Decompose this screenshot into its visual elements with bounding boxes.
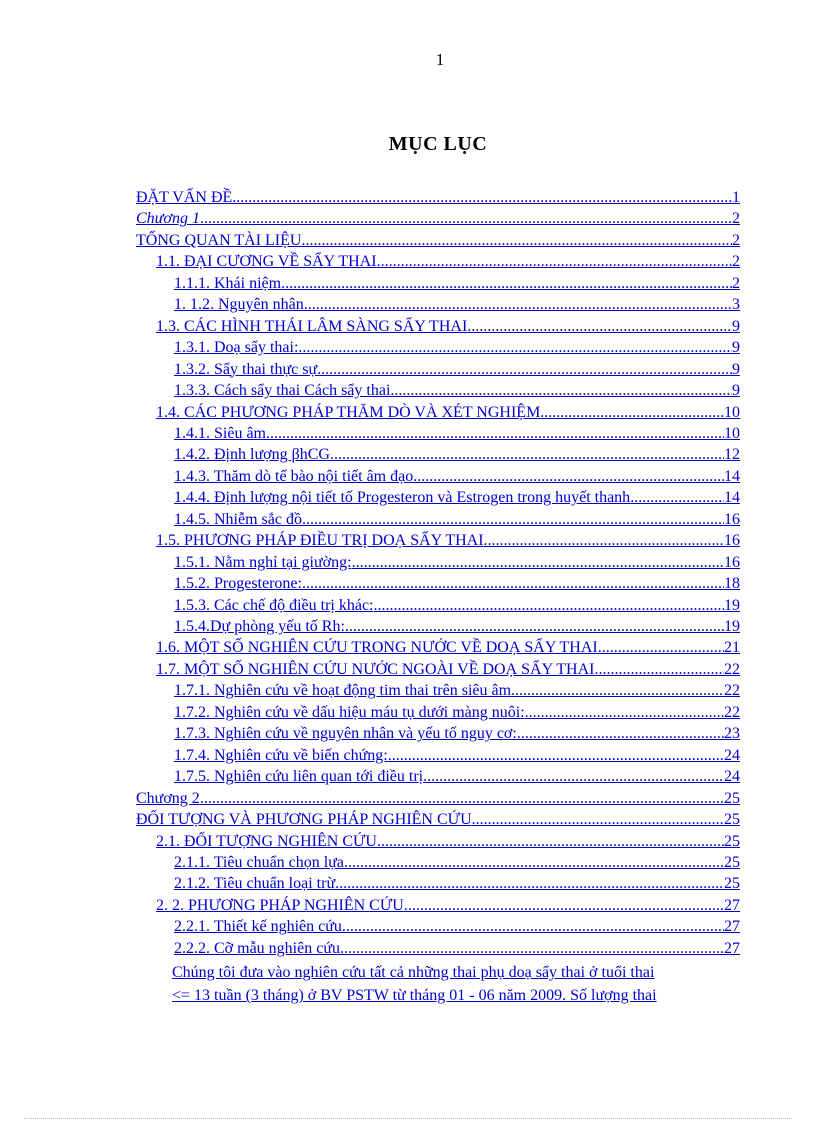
toc-page-number: 22 bbox=[724, 660, 740, 678]
toc-entry[interactable] bbox=[156, 401, 740, 423]
toc-dot-leader bbox=[302, 574, 724, 594]
toc-entry-text: ĐẶT VẤN ĐỀ bbox=[136, 189, 233, 206]
toc-page-number: 2 bbox=[732, 210, 740, 228]
toc-page-number: 3 bbox=[732, 296, 740, 314]
toc-entry-text: 1.3.3. Cách sẩy thai Cách sẩy thai bbox=[174, 382, 391, 400]
toc-entry-text: 1.4. CÁC PHƯƠNG PHÁP THĂM DÒ VÀ XÉT NGHIỆM bbox=[156, 403, 541, 421]
toc-entry[interactable] bbox=[174, 422, 740, 444]
toc-dot-leader bbox=[344, 853, 724, 873]
toc-page-number: 25 bbox=[724, 832, 740, 850]
toc-dot-leader bbox=[340, 939, 724, 959]
toc-entry-text: 1.1.1. Khái niệm bbox=[174, 274, 282, 292]
toc-entry-text: 1.4.1. Siêu âm bbox=[174, 424, 266, 442]
toc-entry[interactable] bbox=[156, 894, 740, 916]
page-title: MỤC LỤC bbox=[388, 133, 488, 155]
toc-entry[interactable] bbox=[174, 594, 740, 616]
toc-entry[interactable] bbox=[174, 701, 740, 723]
toc-dot-leader bbox=[298, 338, 732, 358]
toc-dot-leader bbox=[377, 832, 724, 852]
toc-entry-text: 2.2.2. Cỡ mẫu nghiên cứu bbox=[174, 939, 340, 957]
toc-entry[interactable] bbox=[174, 336, 740, 358]
toc-page-number: 27 bbox=[724, 939, 740, 957]
toc-entry-text: 1.7.4. Nghiên cứu về biến chứng: bbox=[174, 746, 388, 764]
toc-entry[interactable] bbox=[174, 293, 740, 315]
toc-page-number: 18 bbox=[724, 575, 740, 593]
toc-entry[interactable] bbox=[136, 787, 740, 809]
toc-entry[interactable] bbox=[174, 358, 740, 380]
toc-dot-leader bbox=[266, 424, 724, 444]
toc-dot-leader bbox=[330, 445, 724, 465]
toc-dot-leader bbox=[335, 874, 724, 894]
toc-dot-leader bbox=[200, 789, 724, 809]
toc-entry-text: 1.4.5. Nhiễm sắc đồ bbox=[174, 510, 302, 528]
paragraph-line-2[interactable]: <= 13 tuần (3 tháng) ở BV PSTW từ tháng 01 - 06 năm 2009. Số lượng thai bbox=[172, 987, 657, 1004]
toc-entry-text: 1.4.4. Định lượng nội tiết tố Progesteron và Estrogen trong huyết thanh bbox=[174, 489, 631, 507]
toc-dot-leader bbox=[423, 767, 724, 787]
toc-entry[interactable] bbox=[174, 722, 740, 744]
toc-entry[interactable] bbox=[156, 250, 740, 272]
toc-page-number: 16 bbox=[724, 532, 740, 550]
toc-entry[interactable] bbox=[156, 315, 740, 337]
toc-entry[interactable] bbox=[174, 443, 740, 465]
toc-dot-leader bbox=[377, 252, 732, 272]
toc-entry-text: 2.2.1. Thiết kế nghiên cứu bbox=[174, 918, 342, 936]
toc-page-number: 24 bbox=[724, 746, 740, 764]
toc-dot-leader bbox=[200, 209, 732, 229]
toc-page-number: 14 bbox=[724, 489, 740, 507]
toc-page-number: 9 bbox=[732, 382, 740, 400]
toc-dot-leader bbox=[342, 917, 724, 937]
toc-entry[interactable] bbox=[174, 379, 740, 401]
toc-page-number: 22 bbox=[724, 682, 740, 700]
toc-entry-text: 2.1. ĐỐI TƯỢNG NGHIÊN CỨU bbox=[156, 832, 377, 850]
page-number: 1 bbox=[435, 50, 445, 69]
toc-entry[interactable] bbox=[136, 808, 740, 830]
toc-entry-text: 1.5. PHƯƠNG PHÁP ĐIỀU TRỊ DOẠ SẨY THAI bbox=[156, 532, 484, 550]
toc-entry[interactable] bbox=[156, 658, 740, 680]
toc-dot-leader bbox=[517, 724, 724, 744]
toc-dot-leader bbox=[304, 295, 732, 315]
toc-dot-leader bbox=[511, 681, 724, 701]
toc-entry-text: 2. 2. PHƯƠNG PHÁP NGHIÊN CỨU bbox=[156, 896, 404, 914]
toc-page-number: 2 bbox=[732, 231, 740, 249]
toc-page-number: 14 bbox=[724, 467, 740, 485]
toc-page-number: 16 bbox=[724, 510, 740, 528]
toc-dot-leader bbox=[540, 403, 724, 423]
toc-dot-leader bbox=[317, 360, 732, 380]
toc-dot-leader bbox=[404, 896, 724, 916]
toc-page-number: 2 bbox=[732, 253, 740, 271]
toc-dot-leader bbox=[281, 274, 732, 294]
toc-entry-text: 1.7.3. Nghiên cứu về nguyên nhân và yếu tố nguy cơ: bbox=[174, 725, 517, 743]
toc-entry-text: 1.3.1. Doạ sẩy thai: bbox=[174, 339, 299, 357]
toc-entry-text: 1. 1.2. Nguyên nhân bbox=[174, 296, 304, 314]
toc-page-number: 1 bbox=[732, 189, 740, 206]
toc-entry-text: Chương 2 bbox=[136, 789, 200, 807]
toc-entry-text: 1.7.5. Nghiên cứu liên quan tới điều trị bbox=[174, 768, 424, 786]
toc-entry[interactable] bbox=[174, 508, 740, 530]
toc-entry[interactable] bbox=[174, 615, 740, 637]
toc-entry-text: 1.1. ĐẠI CƯƠNG VỀ SẨY THAI bbox=[156, 253, 377, 271]
toc-entry-text: 1.5.2. Progesterone: bbox=[174, 575, 302, 593]
toc-page-number: 10 bbox=[724, 403, 740, 421]
toc-dot-leader bbox=[388, 746, 724, 766]
toc-entry[interactable] bbox=[136, 186, 740, 208]
toc-page-number: 27 bbox=[724, 896, 740, 914]
toc-entry[interactable] bbox=[174, 551, 740, 573]
toc-page-number: 9 bbox=[732, 339, 740, 357]
toc-entry-text: Chương 1 bbox=[136, 210, 200, 228]
toc-dot-leader bbox=[630, 488, 724, 508]
toc-entry-text: 1.5.3. Các chế độ điều trị khác: bbox=[174, 596, 374, 614]
toc-dot-leader bbox=[345, 617, 724, 637]
paragraph-line-1[interactable]: Chúng tôi đưa vào nghiên cứu tất cả những thai phụ doạ sẩy thai ở tuổi thai bbox=[172, 964, 655, 981]
toc-entry[interactable] bbox=[136, 229, 740, 251]
toc-dot-leader bbox=[374, 596, 725, 616]
toc-dot-leader bbox=[484, 531, 724, 551]
toc-page-number: 24 bbox=[724, 768, 740, 786]
toc-entry-text: 1.4.2. Định lượng βhCG bbox=[174, 446, 330, 464]
toc-page-number: 12 bbox=[724, 446, 740, 464]
toc-entry[interactable] bbox=[136, 207, 740, 229]
toc-entry-text: 1.3.2. Sẩy thai thực sự bbox=[174, 360, 318, 378]
toc-entry-text: 1.3. CÁC HÌNH THÁI LÂM SÀNG SẨY THAI bbox=[156, 317, 468, 335]
toc-page-number: 25 bbox=[724, 875, 740, 893]
toc-page-number: 25 bbox=[724, 853, 740, 871]
toc-page-number: 16 bbox=[724, 553, 740, 571]
toc-page-number: 10 bbox=[724, 424, 740, 442]
toc-page-number: 9 bbox=[732, 317, 740, 335]
toc-entry[interactable] bbox=[174, 465, 740, 487]
toc-page-number: 25 bbox=[724, 811, 740, 829]
toc-entry[interactable] bbox=[174, 744, 740, 766]
toc-page-number: 19 bbox=[724, 596, 740, 614]
toc-dot-leader bbox=[302, 510, 724, 530]
toc-entry[interactable] bbox=[174, 486, 740, 508]
toc-dot-leader bbox=[301, 231, 732, 251]
toc-page-number: 21 bbox=[724, 639, 740, 657]
toc-entry-text: 1.7. MỘT SỐ NGHIÊN CỨU NƯỚC NGOÀI VỀ DOẠ SẨY THAI bbox=[156, 660, 595, 678]
toc-entry[interactable] bbox=[156, 830, 740, 852]
toc-entry[interactable] bbox=[156, 636, 740, 658]
toc-dot-leader bbox=[472, 810, 724, 830]
toc-dot-leader bbox=[598, 638, 724, 658]
toc-dot-leader bbox=[232, 188, 732, 208]
toc-entry[interactable] bbox=[174, 272, 740, 294]
toc-entry-text: 1.4.3. Thăm dò tế bào nội tiết âm đạo bbox=[174, 467, 414, 485]
toc-page-number: 9 bbox=[732, 360, 740, 378]
toc-entry-text: ĐỐI TƯỢNG VÀ PHƯƠNG PHÁP NGHIÊN CỨU bbox=[136, 811, 472, 829]
toc-entry-text: 1.7.1. Nghiên cứu về hoạt động tim thai trên siêu âm bbox=[174, 682, 512, 700]
toc-entry-text: 2.1.2. Tiêu chuẩn loại trừ bbox=[174, 875, 336, 893]
toc-page-number: 25 bbox=[724, 789, 740, 807]
toc-entry[interactable] bbox=[174, 872, 740, 894]
toc-entry-text: 1.7.2. Nghiên cứu về dấu hiệu máu tụ dưới màng nuôi: bbox=[174, 703, 525, 721]
toc-page-number: 27 bbox=[724, 918, 740, 936]
toc-entry-text: 1.6. MỘT SỐ NGHIÊN CỨU TRONG NƯỚC VỀ DOẠ SẨY THAI bbox=[156, 639, 598, 657]
toc-dot-leader bbox=[352, 553, 724, 573]
toc-entry[interactable] bbox=[174, 765, 740, 787]
toc-page-number: 23 bbox=[724, 725, 740, 743]
toc-entry-text: 2.1.1. Tiêu chuẩn chọn lựa bbox=[174, 853, 344, 871]
toc-entry[interactable] bbox=[174, 851, 740, 873]
toc-dot-leader bbox=[594, 660, 724, 680]
toc-dot-leader bbox=[390, 381, 732, 401]
toc-entry-text: TỔNG QUAN TÀI LIỆU bbox=[136, 231, 302, 249]
toc-entry[interactable] bbox=[174, 679, 740, 701]
toc-dot-leader bbox=[467, 317, 732, 337]
toc-page-number: 2 bbox=[732, 274, 740, 292]
toc-entry-text: 1.5.4.Dự phòng yếu tố Rh: bbox=[174, 618, 345, 635]
toc-entry[interactable] bbox=[174, 915, 740, 937]
toc-entry[interactable] bbox=[174, 572, 740, 594]
toc-dot-leader bbox=[525, 703, 724, 723]
toc-dot-leader bbox=[413, 467, 724, 487]
toc-entry-text: 1.5.1. Nằm nghỉ tại giường: bbox=[174, 553, 352, 571]
footer-divider bbox=[24, 1118, 792, 1119]
toc-entry[interactable] bbox=[174, 937, 740, 959]
toc-page-number: 19 bbox=[724, 618, 740, 635]
toc-page-number: 22 bbox=[724, 703, 740, 721]
toc-entry[interactable] bbox=[156, 529, 740, 551]
